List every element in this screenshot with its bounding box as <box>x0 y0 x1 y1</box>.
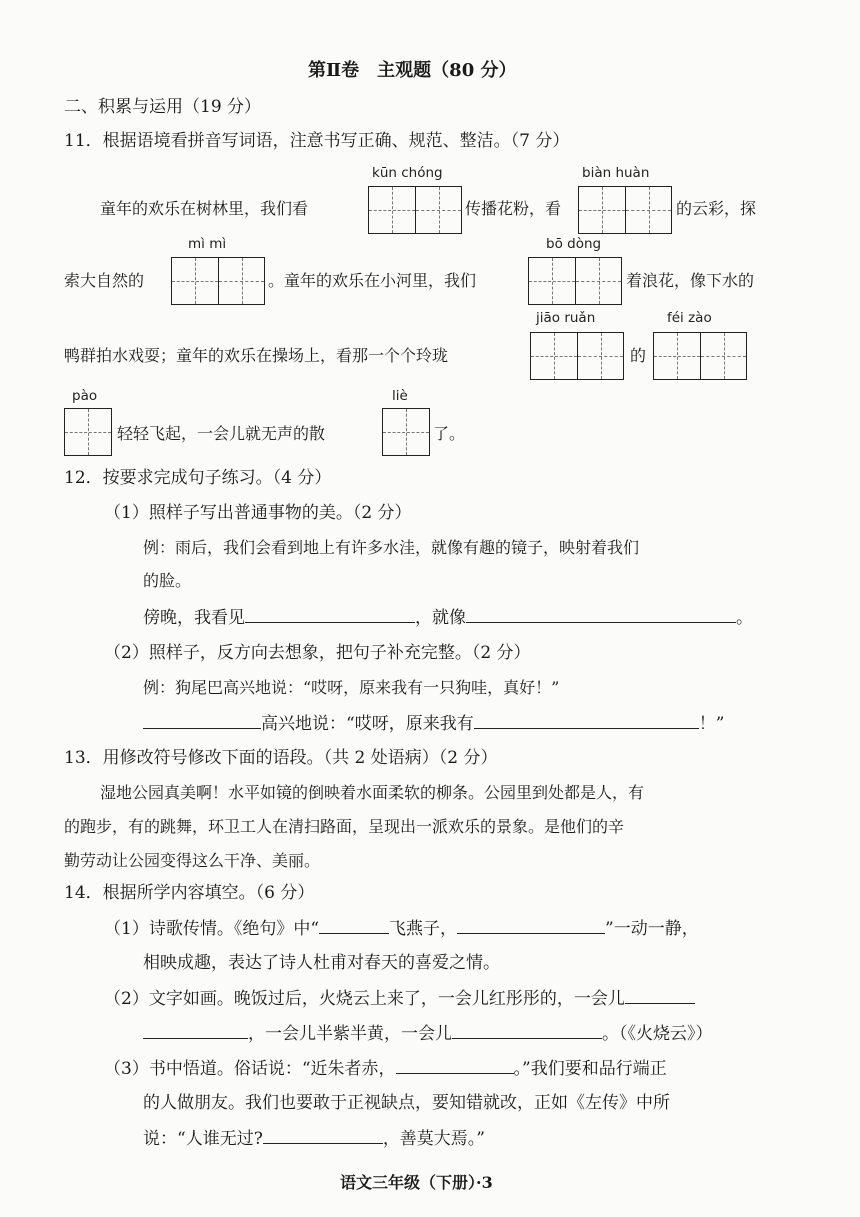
answer-line-q14-2a[interactable] <box>625 987 695 1004</box>
q13-line-3: 勤劳动让公园变得这么干净、美丽。 <box>64 851 321 870</box>
pinyin-mimi: mì mì <box>188 236 227 252</box>
answer-box-mimi[interactable] <box>171 257 265 305</box>
q14-part-3 <box>104 1057 667 1080</box>
q14-p1c: ”一动一静， <box>605 919 699 939</box>
q11-text-5: 。童年的欢乐在小河里，我们 <box>268 271 477 290</box>
q11-text-3: 的云彩，探 <box>676 199 757 218</box>
pinyin-pao: pào <box>72 388 98 404</box>
q12-example-2: 例：狗尾巴高兴地说：“哎呀，原来我有一只狗哇，真好！” <box>143 678 560 697</box>
answer-line-q12-2b[interactable] <box>474 712 699 729</box>
q11-text-1: 童年的欢乐在树林里，我们看 <box>100 199 309 218</box>
answer-line-q14-2b[interactable] <box>143 1022 248 1039</box>
q14-p2a: （2）文字如画。晚饭过后，火烧云上来了，一会儿红彤彤的，一会儿 <box>104 989 625 1009</box>
section-heading: 二、积累与运用（19 分） <box>64 97 262 117</box>
q12-fill-1a: 傍晚，我看见 <box>143 608 245 628</box>
q14-part-2 <box>104 987 695 1010</box>
q14-p3c: 的人做朋友。我们也要敢于正视缺点，要知错就改，正如《左传》中所 <box>143 1093 670 1113</box>
answer-box-pao[interactable] <box>64 408 112 456</box>
q11-text-9: 轻轻飞起，一会儿就无声的散 <box>117 424 326 443</box>
q12-part-2: （2）照样子，反方向去想象，把句子补充完整。（2 分） <box>104 643 531 663</box>
q14-p3e: ，善莫大焉。” <box>382 1129 486 1149</box>
q12-fill-2b: ！” <box>698 714 725 734</box>
answer-box-lie[interactable] <box>382 408 430 456</box>
q14-p3d: 说：“人谁无过? <box>143 1129 263 1149</box>
pinyin-jiaoruan: jiāo ruǎn <box>536 310 596 326</box>
q13-line-2: 的跑步，有的跳舞，环卫工人在清扫路面，呈现出一派欢乐的景象。是他们的辛 <box>64 817 625 836</box>
pinyin-lie: liè <box>392 388 408 404</box>
q14-part-3d <box>143 1127 485 1150</box>
question-13-stem: 13．用修改符号修改下面的语段。（共 2 处语病）（2 分） <box>64 748 498 768</box>
page-title: 第Ⅱ卷 主观题（80 分） <box>308 60 517 81</box>
q12-fill-1 <box>143 606 753 629</box>
q12-fill-2a: 高兴地说：“哎呀，原来我有 <box>261 714 474 734</box>
pinyin-kunchong: kūn chóng <box>372 165 443 181</box>
q14-p1b: 飞燕子， <box>389 919 458 939</box>
question-12-stem: 12．按要求完成句子练习。（4 分） <box>64 468 332 488</box>
question-14-stem: 14．根据所学内容填空。（6 分） <box>64 883 315 903</box>
q12-fill-1c: 。 <box>736 608 753 628</box>
answer-line-q14-2c[interactable] <box>452 1022 602 1039</box>
q13-line-1: 湿地公园真美啊！水平如镜的倒映着水面柔软的柳条。公园里到处都是人，有 <box>100 783 645 802</box>
q12-part-1: （1）照样子写出普通事物的美。（2 分） <box>104 503 412 523</box>
answer-line-q12-1a[interactable] <box>245 606 415 623</box>
answer-box-jiaoruan[interactable] <box>530 332 624 380</box>
q14-p1d: 相映成趣，表达了诗人杜甫对春天的喜爱之情。 <box>143 953 500 973</box>
q14-p3b: 。”我们要和品行端正 <box>513 1059 667 1079</box>
q14-p2c: 。（《火烧云》） <box>602 1024 713 1044</box>
answer-box-bodong[interactable] <box>528 257 622 305</box>
q14-part-1 <box>104 917 699 940</box>
q12-fill-2 <box>143 712 724 735</box>
q11-text-4: 索大自然的 <box>64 271 145 290</box>
answer-line-q12-2a[interactable] <box>143 712 261 729</box>
pinyin-bodong: bō dòng <box>546 236 602 252</box>
q11-text-2: 传播花粉，看 <box>465 199 562 218</box>
q11-text-6: 着浪花，像下水的 <box>626 271 755 290</box>
q14-part-2b <box>143 1022 713 1045</box>
answer-line-q14-3a[interactable] <box>396 1057 514 1074</box>
q11-text-10: 了。 <box>433 424 466 443</box>
q11-text-8: 的 <box>630 346 647 365</box>
question-11-stem: 11．根据语境看拼音写词语，注意书写正确、规范、整洁。（7 分） <box>64 131 570 151</box>
answer-box-feizao[interactable] <box>653 332 747 380</box>
q14-p1a: （1）诗歌传情。《绝句》中“ <box>104 919 320 939</box>
q12-example-1b: 的脸。 <box>143 571 192 590</box>
answer-line-q14-1b[interactable] <box>457 917 605 934</box>
answer-box-kunchong[interactable] <box>368 186 462 234</box>
answer-line-q14-3b[interactable] <box>263 1127 383 1144</box>
page-footer: 语文三年级（下册）·3 <box>340 1173 493 1192</box>
q11-text-7: 鸭群拍水戏耍；童年的欢乐在操场上，看那一个个玲珑 <box>64 346 449 365</box>
answer-line-q12-1b[interactable] <box>466 606 736 623</box>
answer-line-q14-1a[interactable] <box>319 917 389 934</box>
pinyin-bianhuan: biàn huàn <box>582 165 650 181</box>
q14-p2b: ，一会儿半紫半黄，一会儿 <box>248 1024 452 1044</box>
q14-p3a: （3）书中悟道。俗话说：“近朱者赤， <box>104 1059 396 1079</box>
q12-fill-1b: ，就像 <box>415 608 466 628</box>
pinyin-feizao: féi zào <box>667 310 712 326</box>
answer-box-bianhuan[interactable] <box>578 186 672 234</box>
q12-example-1a: 例：雨后，我们会看到地上有许多水洼，就像有趣的镜子，映射着我们 <box>143 538 640 557</box>
